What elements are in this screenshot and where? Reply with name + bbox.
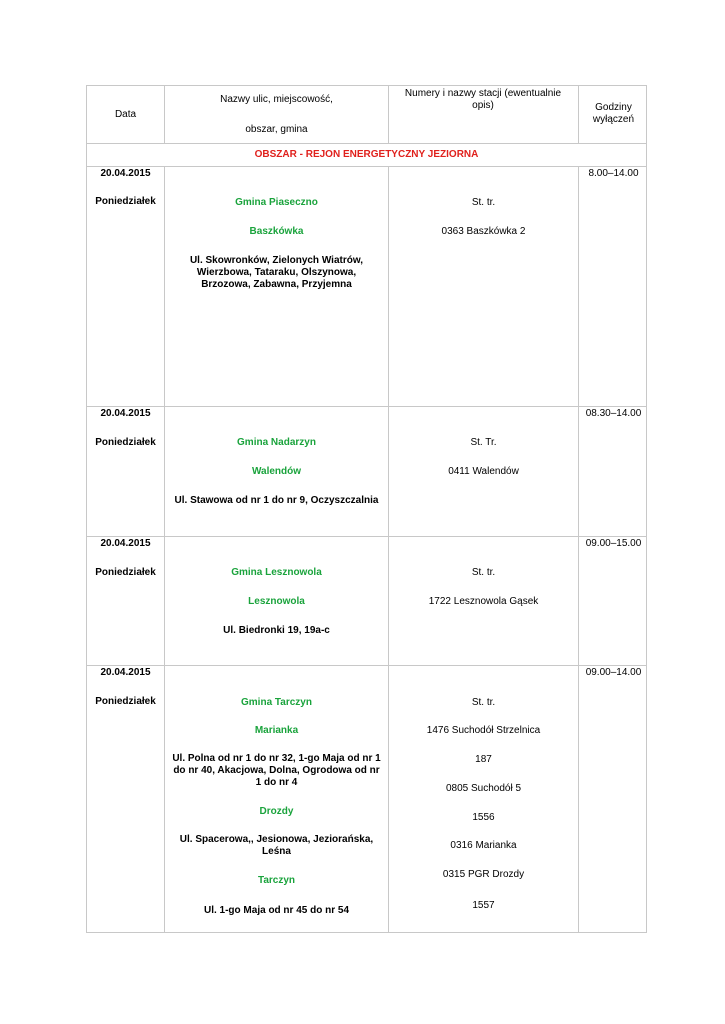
- place-name: Marianka: [254, 725, 299, 736]
- place-name: Drozdy: [259, 806, 294, 817]
- station-name: 0363 Baszkówka 2: [441, 226, 526, 237]
- row-hours: 8.00–14.00: [588, 168, 639, 179]
- station-name: 1556: [472, 812, 495, 823]
- gmina-name: Gmina Tarczyn: [241, 697, 312, 708]
- station-name: 1722 Lesznowola Gąsek: [428, 596, 539, 607]
- row-date: 20.04.2015: [100, 168, 151, 179]
- row-day: Poniedziałek: [95, 567, 156, 578]
- row-day: Poniedziałek: [95, 196, 156, 207]
- station-name: 1557: [472, 900, 495, 911]
- row-divider: [87, 536, 646, 537]
- street-list: Ul. 1-go Maja od nr 45 do nr 54: [203, 905, 350, 916]
- place-name: Baszkówka: [249, 226, 304, 237]
- header-stations: Numery i nazwy stacji (ewentualnie opis): [404, 88, 562, 111]
- header-hours: Godziny wyłączeń: [592, 102, 635, 125]
- station-label: St. tr.: [471, 697, 496, 708]
- row-date: 20.04.2015: [100, 538, 151, 549]
- gmina-name: Gmina Lesznowola: [231, 567, 322, 578]
- street-list: Ul. Skowronków, Zielonych Wiatrów, Wierzbowa, Tataraku, Olszynowa, Brzozowa, Zabawna, Przyjemna: [189, 255, 364, 290]
- place-name: Walendów: [251, 466, 302, 477]
- header-streets-line2: obszar, gmina: [245, 124, 308, 135]
- street-list: Ul. Stawowa od nr 1 do nr 9, Oczyszczalnia: [174, 495, 379, 506]
- street-list: Ul. Biedronki 19, 19a-c: [223, 625, 330, 636]
- station-label: St. Tr.: [470, 437, 497, 448]
- station-label: St. tr.: [471, 567, 496, 578]
- col-divider: [388, 86, 389, 143]
- header-streets-line1: Nazwy ulic, miejscowość,: [220, 94, 333, 105]
- station-label: St. tr.: [471, 197, 496, 208]
- row-hours: 09.00–14.00: [585, 667, 642, 678]
- row-divider: [87, 406, 646, 407]
- row-date: 20.04.2015: [100, 667, 151, 678]
- station-name: 0805 Suchodół 5: [445, 783, 522, 794]
- row-divider: [87, 665, 646, 666]
- station-name: 0316 Marianka: [450, 840, 517, 851]
- street-list: Ul. Spacerowa,, Jesionowa, Jeziorańska, Leśna: [179, 834, 374, 857]
- station-name: 187: [475, 754, 492, 765]
- place-name: Tarczyn: [257, 875, 296, 886]
- station-name: 0411 Walendów: [448, 466, 519, 477]
- station-name: 0315 PGR Drozdy: [442, 869, 525, 880]
- row-divider: [87, 166, 646, 167]
- row-hours: 09.00–15.00: [585, 538, 642, 549]
- row-day: Poniedziałek: [95, 696, 156, 707]
- street-list: Ul. Polna od nr 1 do nr 32, 1-go Maja od nr 1 do nr 40, Akacjowa, Dolna, Ogrodowa od nr 1 do nr 4: [172, 753, 381, 788]
- outage-table: [86, 85, 647, 933]
- gmina-name: Gmina Nadarzyn: [237, 437, 316, 448]
- row-day: Poniedziałek: [95, 437, 156, 448]
- region-title: OBSZAR - REJON ENERGETYCZNY JEZIORNA: [254, 149, 479, 160]
- station-name: 1476 Suchodół Strzelnica: [426, 725, 541, 736]
- row-hours: 08.30–14.00: [585, 408, 642, 419]
- gmina-name: Gmina Piaseczno: [235, 197, 318, 208]
- header-date: Data: [114, 109, 137, 120]
- row-date: 20.04.2015: [100, 408, 151, 419]
- row-divider: [87, 143, 646, 144]
- place-name: Lesznowola: [248, 596, 305, 607]
